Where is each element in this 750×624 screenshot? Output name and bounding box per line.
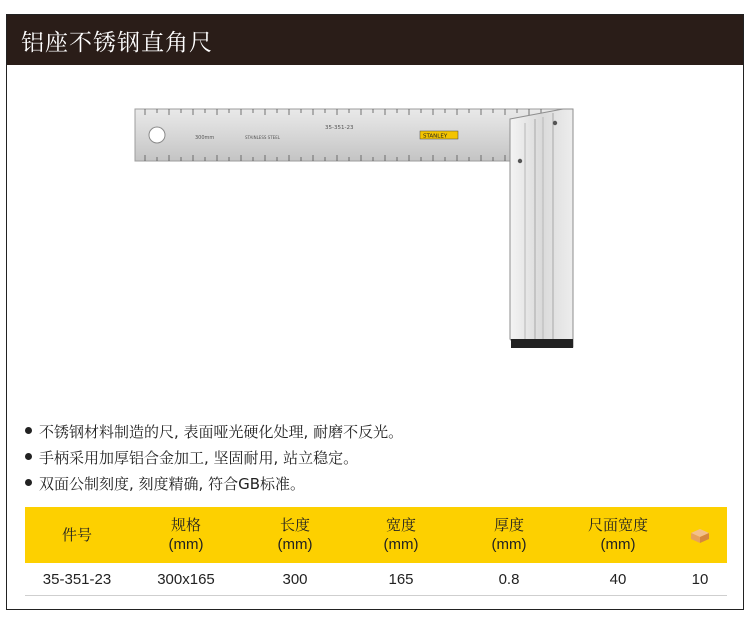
feature-item: 不锈钢材料制造的尺, 表面哑光硬化处理, 耐磨不反光。 [25,419,403,445]
cell-width: 165 [347,563,455,596]
cell-thickness: 0.8 [455,563,563,596]
header-part-no: 件号 [25,507,129,563]
cell-length: 300 [243,563,347,596]
ruler-size-label: 300mm [195,135,215,141]
feature-list [25,419,403,497]
ruler-steel-label: STAINLESS STEEL [245,135,280,140]
cell-blade-width: 40 [563,563,673,596]
header-thickness: 厚度 (mm) [455,507,563,563]
bullet-icon [25,479,32,486]
cell-spec: 300x165 [129,563,243,596]
spec-table [25,507,727,596]
bullet-icon [25,427,32,434]
page-title: 铝座不锈钢直角尺 [21,30,213,56]
product-image [125,99,585,369]
table-header-row [25,507,727,563]
cell-package-qty: 10 [673,563,727,596]
product-card [6,14,744,610]
table-row [25,563,727,596]
ruler-model-label: 35-351-23 [325,125,354,131]
header-width: 宽度 (mm) [347,507,455,563]
header-spec: 规格 (mm) [129,507,243,563]
header-package [673,507,727,563]
cell-part-no: 35-351-23 [25,563,129,596]
ruler-brand-label: STANLEY [423,133,448,140]
feature-item: 双面公制刻度, 刻度精确, 符合GB标准。 [25,471,403,497]
package-box-icon [690,528,710,544]
bullet-icon [25,453,32,460]
header-blade-width: 尺面宽度 (mm) [563,507,673,563]
title-bar [7,15,743,65]
header-length: 长度 (mm) [243,507,347,563]
feature-item: 手柄采用加厚铝合金加工, 坚固耐用, 站立稳定。 [25,445,403,471]
